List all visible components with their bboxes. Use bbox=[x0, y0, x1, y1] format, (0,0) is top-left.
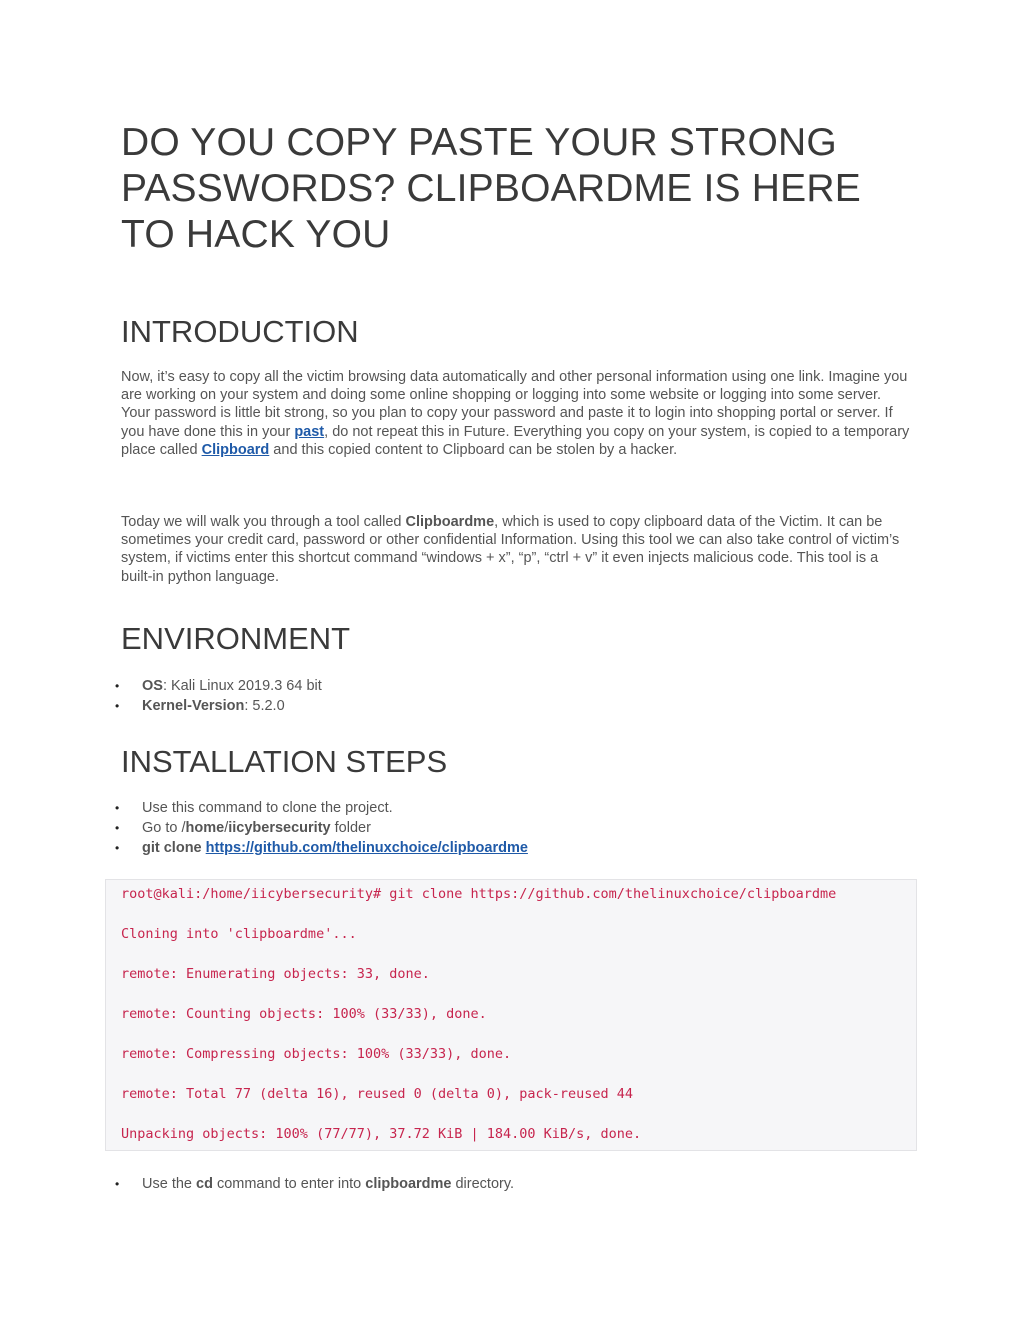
bullet-icon: • bbox=[115, 801, 120, 815]
step4-cd-bold: cd bbox=[196, 1176, 213, 1192]
step4-dir-bold: clipboardme bbox=[365, 1176, 452, 1192]
clipboard-link[interactable]: Clipboard bbox=[201, 441, 270, 458]
page-title: DO YOU COPY PASTE YOUR STRONG PASSWORDS? CLIPBOARDME IS HERE TO HACK YOU bbox=[121, 121, 861, 256]
list-item-os bbox=[115, 676, 322, 696]
step3-git-clone: git clone bbox=[142, 840, 206, 856]
bullet-icon: • bbox=[115, 1177, 120, 1191]
step4-text-d: directory. bbox=[451, 1176, 515, 1192]
step2-folder-bold: iicybersecurity bbox=[228, 820, 331, 836]
installation-list-2 bbox=[115, 1174, 514, 1194]
step2-text-c: folder bbox=[330, 820, 371, 836]
environment-list bbox=[115, 676, 322, 716]
step2-text-a: Go to / bbox=[142, 820, 186, 836]
intro-text-b: , do not repeat this in Future. Everything you copy on your system, is copied to a temporary place called bbox=[121, 423, 910, 458]
heading-introduction: INTRODUCTION bbox=[121, 314, 359, 349]
env-value-os: : Kali Linux 2019.3 64 bit bbox=[162, 678, 322, 694]
list-item-step2 bbox=[115, 818, 528, 838]
step2-home-bold: home bbox=[185, 820, 225, 836]
step2-sep: / bbox=[224, 820, 229, 836]
code-block bbox=[105, 879, 917, 1151]
env-label-os: OS bbox=[142, 678, 163, 694]
list-item-step1 bbox=[115, 798, 528, 818]
env-label-kernel: Kernel-Version bbox=[142, 698, 245, 714]
intro-paragraph-2 bbox=[121, 513, 911, 586]
code-line: remote: Compressing objects: 100% (33/33), done. bbox=[121, 1046, 512, 1062]
step4-text-a: Use the bbox=[142, 1176, 196, 1192]
code-line: remote: Enumerating objects: 33, done. bbox=[121, 966, 430, 982]
list-item-step3 bbox=[115, 838, 528, 858]
list-item-kernel bbox=[115, 696, 322, 716]
past-link[interactable]: past bbox=[294, 423, 325, 440]
code-line: remote: Total 77 (delta 16), reused 0 (delta 0), pack-reused 44 bbox=[121, 1086, 634, 1102]
bullet-icon: • bbox=[115, 679, 120, 693]
intro-text-c: and this copied content to Clipboard can be stolen by a hacker. bbox=[269, 441, 678, 458]
heading-installation: INSTALLATION STEPS bbox=[121, 744, 448, 779]
intro-paragraph-1 bbox=[121, 368, 911, 459]
heading-environment: ENVIRONMENT bbox=[121, 621, 351, 656]
code-line: root@kali:/home/iicybersecurity# git clone https://github.com/thelinuxchoice/clipboardme bbox=[121, 886, 837, 902]
intro2-text-a: Today we will walk you through a tool called bbox=[121, 514, 406, 530]
clipboardme-bold: Clipboardme bbox=[405, 514, 495, 530]
bullet-icon: • bbox=[115, 699, 120, 713]
step4-text-c: command to enter into bbox=[212, 1176, 366, 1192]
intro-text-a: Now, it’s easy to copy all the victim browsing data automatically and other personal information using one link. Imagine you are working on your system and doing some online shopping or logging into some website or logging into some server. Your password is little bit strong, so you plan to copy your password and paste it to login into shopping portal or server. If you have done this in your bbox=[121, 369, 908, 440]
github-link[interactable]: https://github.com/thelinuxchoice/clipboardme bbox=[205, 840, 528, 856]
step1-text: Use this command to clone the project. bbox=[142, 800, 393, 816]
code-line: Cloning into 'clipboardme'... bbox=[121, 926, 357, 942]
bullet-icon: • bbox=[115, 821, 120, 835]
intro2-text-b: , which is used to copy clipboard data of the Victim. It can be sometimes your credit card, password or other confidential Information. Using this tool we can also take control of victim’s system, if victims enter this shortcut command “windows + x”, “p”, “ctrl + v” it even injects malicious code. This tool is a built-in python language. bbox=[121, 514, 900, 585]
env-value-kernel: : 5.2.0 bbox=[244, 698, 285, 714]
list-item-step4 bbox=[115, 1174, 514, 1194]
bullet-icon: • bbox=[115, 841, 120, 855]
installation-list bbox=[115, 798, 528, 858]
code-line: remote: Counting objects: 100% (33/33), done. bbox=[121, 1006, 487, 1022]
code-line: Unpacking objects: 100% (77/77), 37.72 KiB | 184.00 KiB/s, done. bbox=[121, 1126, 642, 1142]
